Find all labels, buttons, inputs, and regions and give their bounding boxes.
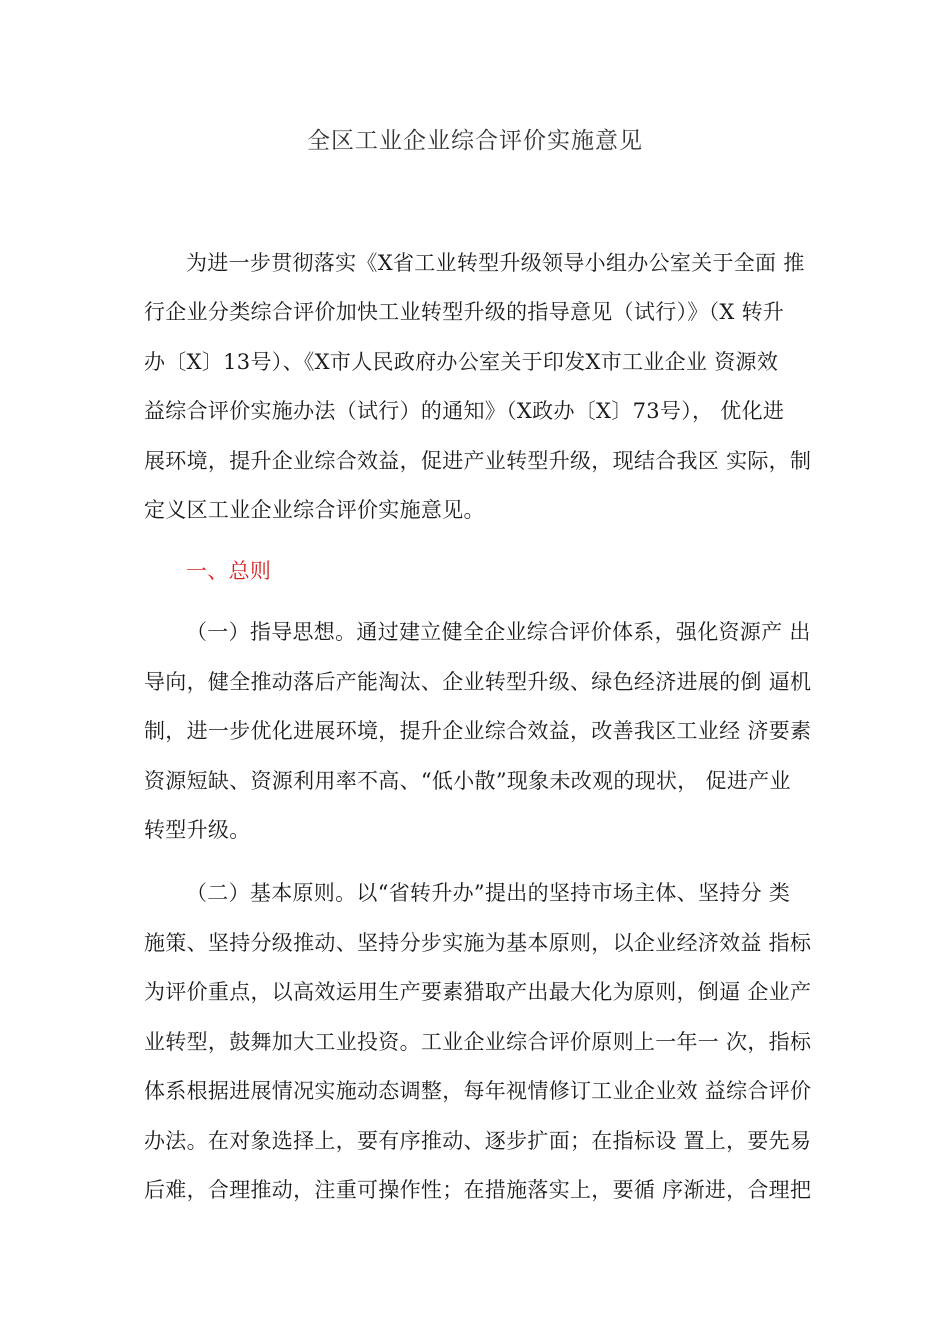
para2-line: 体系根据进展情况实施动态调整，每年视情修订工业企业效 益综合评价 <box>144 1079 812 1103</box>
para1-line: （一）指导思想。通过建立健全企业综合评价体系，强化资源产 出 <box>186 620 811 644</box>
para2-line: （二）基本原则。以“省转升办”提出的坚持市场主体、坚持分 类 <box>186 881 791 905</box>
intro-line: 办〔X〕13号）、《X市人民政府办公室关于印发X市工业企业 资源效 <box>144 350 779 374</box>
intro-line: 行企业分类综合评价加快工业转型升级的指导意见（试行）》（X 转升 <box>144 300 785 324</box>
para2-line: 业转型，鼓舞加大工业投资。工业企业综合评价原则上一年一 次，指标 <box>144 1030 812 1054</box>
intro-line: 展环境，提升企业综合效益，促进产业转型升级，现结合我区 实际，制 <box>144 449 812 473</box>
para1-line: 制，进一步优化进展环境，提升企业综合效益，改善我区工业经 济要素 <box>144 719 812 743</box>
para2-line: 施策、坚持分级推动、坚持分步实施为基本原则，以企业经济效益 指标 <box>144 931 812 955</box>
section-heading: 一、总则 <box>186 559 272 583</box>
document-title: 全区工业企业综合评价实施意见 <box>307 128 643 154</box>
intro-line: 益综合评价实施办法（试行）的通知》（X政办〔X〕73号）， 优化进 <box>144 399 785 423</box>
intro-line: 定义区工业企业综合评价实施意见。 <box>144 498 485 522</box>
para1-line: 导向，健全推动落后产能淘汰、企业转型升级、绿色经济进展的倒 逼机 <box>144 670 812 694</box>
para2-line: 为评价重点，以高效运用生产要素猎取产出最大化为原则，倒逼 企业产 <box>144 980 812 1004</box>
para2-line: 后难，合理推动，注重可操作性；在措施落实上，要循 序渐进，合理把 <box>144 1178 812 1202</box>
para2-line: 办法。在对象选择上，要有序推动、逐步扩面；在指标设 置上，要先易 <box>144 1129 812 1153</box>
intro-line: 为进一步贯彻落实《X省工业转型升级领导小组办公室关于全面 推 <box>186 251 805 275</box>
para1-line: 转型升级。 <box>144 818 251 842</box>
para1-line: 资源短缺、资源利用率不高、“低小散”现象未改观的现状， 促进产业 <box>144 769 791 793</box>
